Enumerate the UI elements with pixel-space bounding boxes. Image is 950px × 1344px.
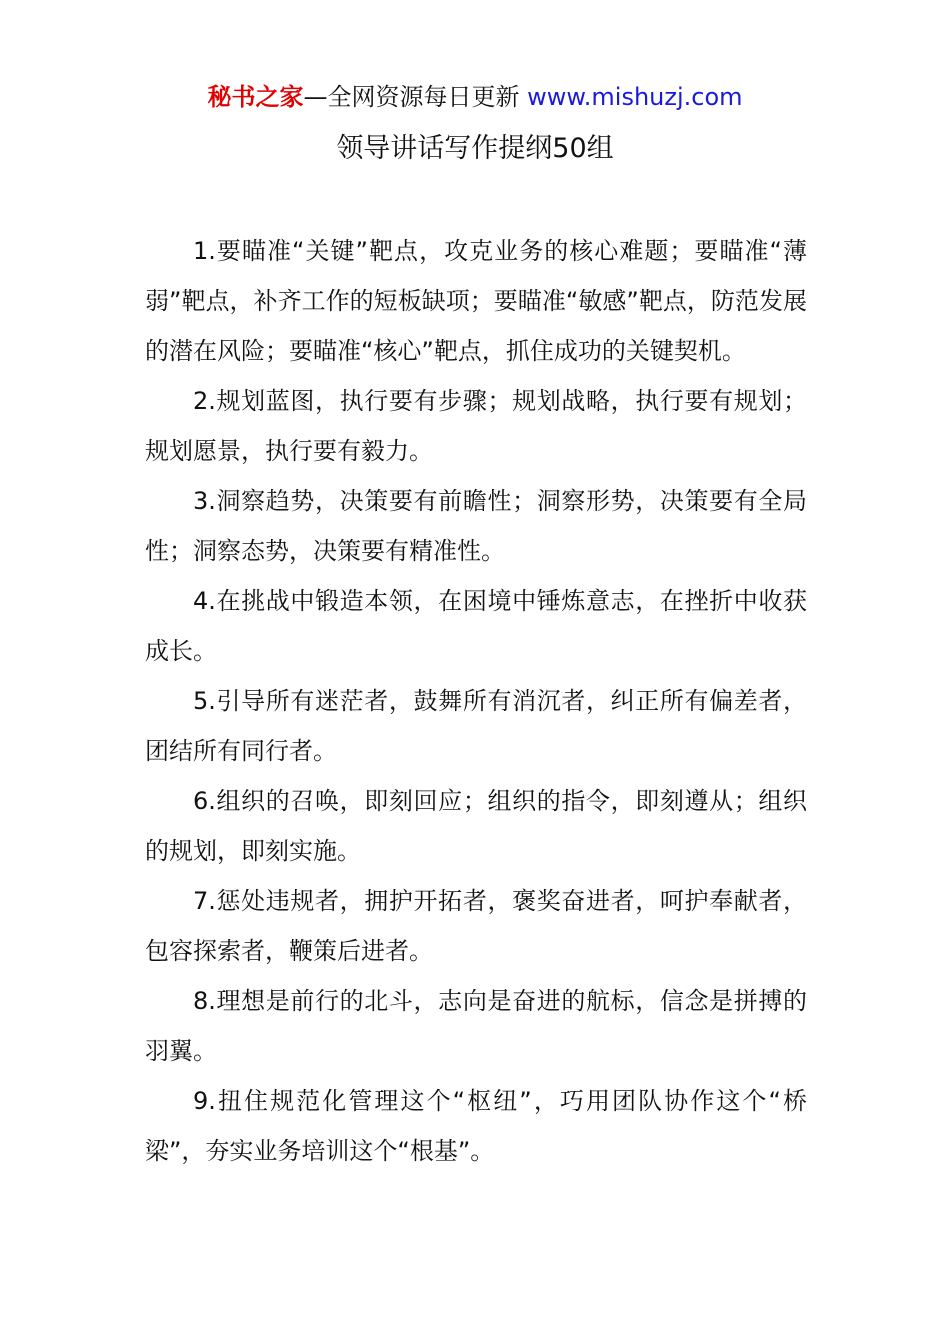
paragraph-2: 2.规划蓝图，执行要有步骤；规划战略，执行要有规划；规划愿景，执行要有毅力。 (145, 387, 807, 465)
paragraph-4: 4.在挑战中锻造本领，在困境中锤炼意志，在挫折中收获成长。 (145, 587, 807, 665)
paragraph-8: 8.理想是前行的北斗，志向是奋进的航标，信念是拼搏的羽翼。 (145, 987, 807, 1065)
paragraph-5: 5.引导所有迷茫者，鼓舞所有消沉者，纠正所有偏差者，团结所有同行者。 (145, 687, 807, 765)
brand-name: 秘书之家 (207, 83, 304, 111)
document-body (145, 226, 807, 1176)
site-url-link[interactable]: www.mishuzj.com (527, 83, 743, 111)
paragraph-1: 1.要瞄准“关键”靶点，攻克业务的核心难题；要瞄准“薄弱”靶点，补齐工作的短板缺项；要瞄准“敏感”靶点，防范发展的潜在风险；要瞄准“核心”靶点，抓住成功的关键契机。 (145, 237, 807, 365)
site-tagline: —全网资源每日更新 (303, 83, 528, 111)
paragraph-3: 3.洞察趋势，决策要有前瞻性；洞察形势，决策要有全局性；洞察态势，决策要有精准性。 (145, 487, 807, 565)
document-title: 领导讲话写作提纲50组 (336, 133, 614, 164)
paragraph-7: 7.惩处违规者，拥护开拓者，褒奖奋进者，呵护奉献者，包容探索者，鞭策后进者。 (145, 887, 807, 965)
paragraph-9: 9.扭住规范化管理这个“枢纽”，巧用团队协作这个“桥梁”，夯实业务培训这个“根基”。 (145, 1087, 807, 1165)
paragraph-6: 6.组织的召唤，即刻回应；组织的指令，即刻遵从；组织的规划，即刻实施。 (145, 787, 807, 865)
site-header (0, 80, 950, 114)
